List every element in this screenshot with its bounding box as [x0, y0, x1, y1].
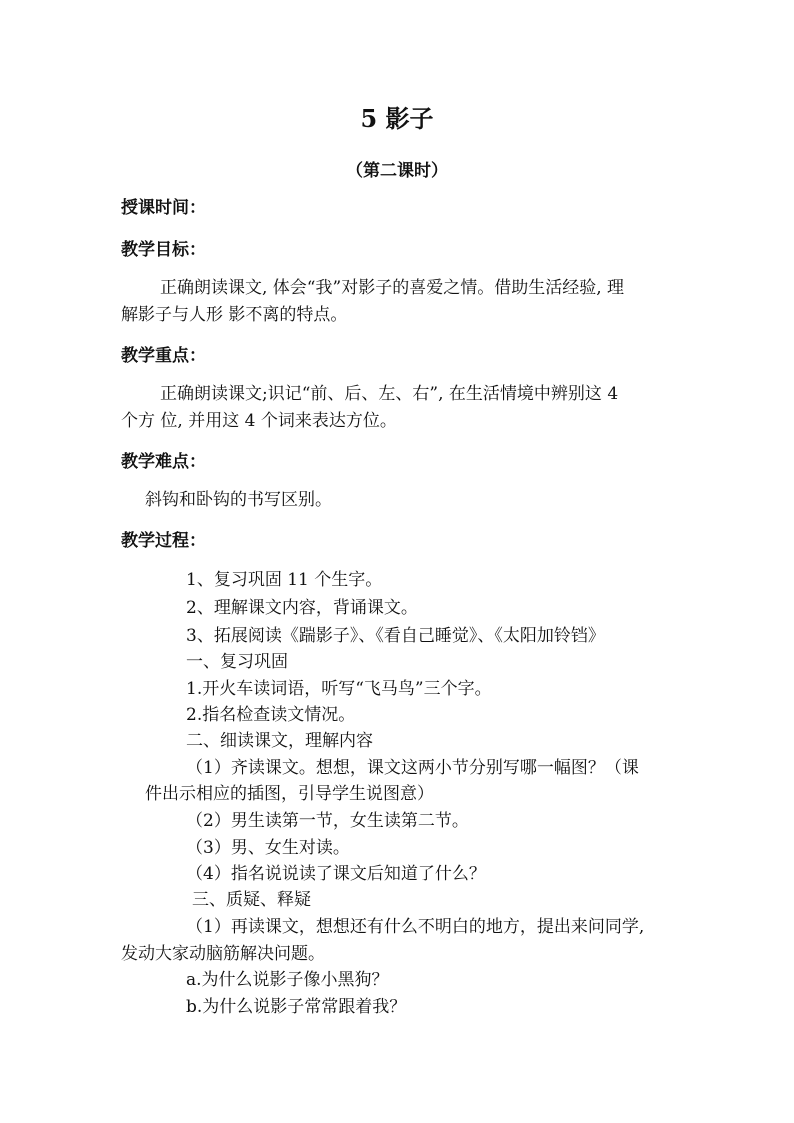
key-points-line-2: 个方 位, 并用这 4 个词来表达方位。 — [121, 411, 397, 431]
review-step-2: 2.指名检查读文情况。 — [186, 705, 356, 725]
reading-step-1-line-2: 件出示相应的插图，引导学生说图意） — [145, 784, 434, 804]
difficulty-text: 斜钩和卧钩的书写区别。 — [145, 490, 332, 510]
review-step-1: 1.开火车读词语，听写“飞马鸟”三个字。 — [186, 679, 492, 699]
teaching-time-heading: 授课时间： — [121, 198, 206, 218]
process-heading: 教学过程： — [121, 531, 206, 551]
section-reading-heading: 二、细读课文，理解内容 — [186, 731, 373, 751]
difficulty-heading: 教学难点： — [121, 452, 206, 472]
process-item-1: 1、复习巩固 11 个生字。 — [186, 570, 383, 590]
question-a: a.为什么说影子像小黑狗？ — [186, 970, 389, 990]
reading-step-2: （2）男生读第一节，女生读第二节。 — [186, 811, 469, 831]
section-review-heading: 一、复习巩固 — [186, 652, 288, 672]
lesson-period: （第二课时） — [346, 161, 448, 181]
process-item-2: 2、理解课文内容，背诵课文。 — [186, 598, 418, 618]
page-title: 5 影子 — [360, 104, 434, 133]
goals-text-line-1: 正确朗读课文, 体会“我”对影子的喜爱之情。借助生活经验, 理 — [160, 278, 624, 298]
reading-step-3: （3）男、女生对读。 — [186, 838, 350, 858]
question-step-1-line-2: 发动大家动脑筋解决问题。 — [121, 944, 325, 964]
process-item-3: 3、拓展阅读《踹影子》、《看自己睡觉》、《太阳加铃铛》 — [186, 626, 605, 646]
key-points-heading: 教学重点： — [121, 346, 206, 366]
reading-step-4: （4）指名说说读了课文后知道了什么？ — [186, 864, 486, 884]
teaching-goals-heading: 教学目标： — [121, 240, 206, 260]
key-points-line-1: 正确朗读课文;识记“前、后、左、右”, 在生活情境中辨别这 4 — [160, 384, 619, 404]
question-b: b.为什么说影子常常跟着我？ — [186, 997, 407, 1017]
reading-step-1-line-1: （1）齐读课文。想想，课文这两小节分别写哪一幅图？（课 — [186, 758, 639, 778]
section-question-heading: 三、质疑、释疑 — [192, 890, 311, 910]
goals-text-line-2: 解影子与人形 影不离的特点。 — [121, 305, 348, 325]
question-step-1-line-1: （1）再读课文，想想还有什么不明白的地方，提出来问同学, — [186, 917, 645, 937]
